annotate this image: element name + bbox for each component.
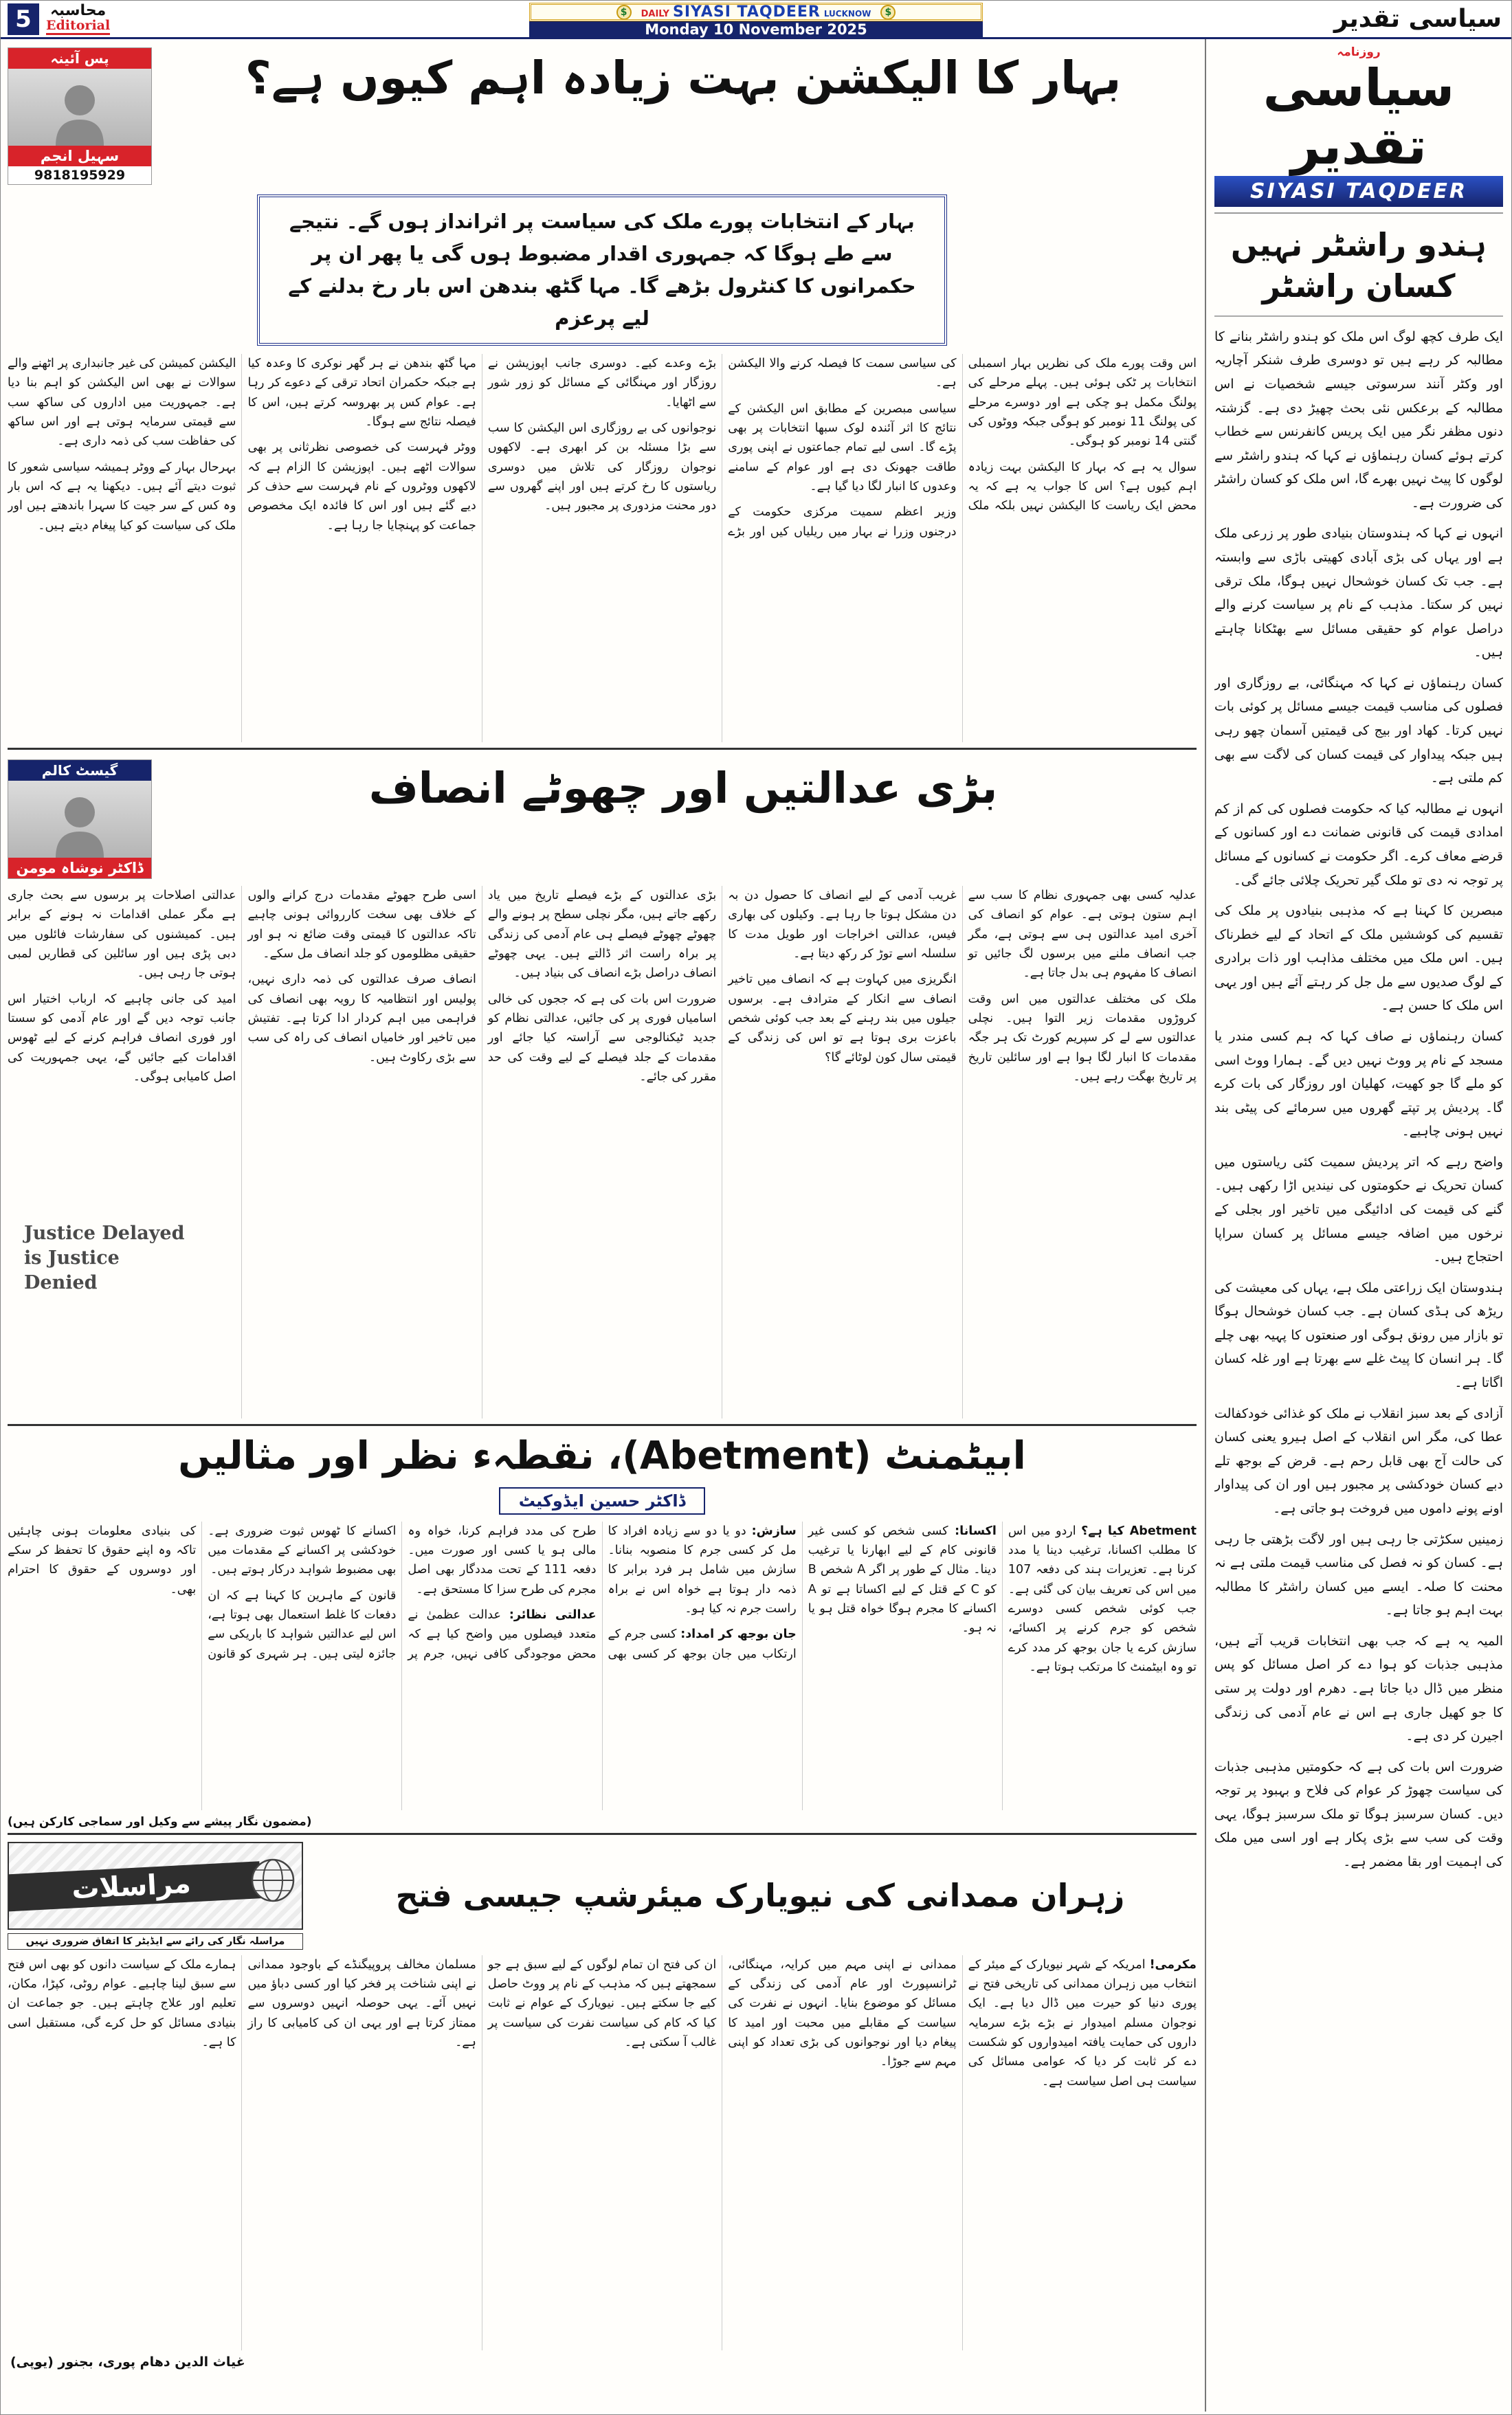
paper-logo-urdu: سیاسی تقدیر <box>1333 5 1502 33</box>
article2-paragraph: عدالتی اصلاحات پر برسوں سے بحث جاری ہے مگر عملی اقدامات نہ ہونے کے برابر ہیں۔ کمیشنوں کی سفارشات فائلوں میں دبی پڑی ہیں اور سائلین کی قطاریں لمبی ہوتی جا رہی ہیں۔ <box>8 888 236 981</box>
article3-block-text: دو یا دو سے زیادہ افراد کا مل کر کسی جرم کا منصوبہ بنانا۔ سازش میں شامل ہر فرد برابر کا ذمہ دار ہوتا ہے خواہ اس نے براہ راست جرم نہ کیا ہو۔ <box>608 1524 797 1616</box>
article1-paragraph: مہا گٹھ بندھن نے ہر گھر نوکری کا وعدہ کیا ہے جبکہ حکمران اتحاد ترقی کے دعوے کر رہا ہے۔ عوام کس پر بھروسہ کرتے ہیں، اس کا فیصلہ نتائج سے ہوگا۔ <box>247 356 476 429</box>
article3-block <box>608 1522 797 1619</box>
masthead-city-label: LUCKNOW <box>823 9 871 19</box>
aside-paragraph: کسان رہنماؤں نے کہا کہ مہنگائی، بے روزگاری اور فصلوں کی مناسب قیمت جیسے مسائل پر کوئی بات نہیں کرتا۔ کھاد اور بیج کی قیمتیں آسمان چھو رہی ہیں جبکہ پیداوار کی قیمت کسان کی لاگت سے بھی کم ملتی ہے۔ <box>1214 675 1503 786</box>
article1-author-phone: 9818195929 <box>34 168 126 183</box>
article2-paragraph: ضرورت اس بات کی ہے کہ ججوں کی خالی اسامیاں فوری پر کی جائیں، عدالتی نظام کو جدید ٹیکنالوجی سے آراستہ کیا جائے اور مقدمات کے جلد فیصلے کے لیے وقت کی حد مقرر کی جائے۔ <box>487 992 717 1084</box>
article2-paragraph: اسی طرح جھوٹے مقدمات درج کرانے والوں کے خلاف بھی سخت کارروائی ہونی چاہیے تاکہ عدالتوں کا قیمتی وقت ضائع نہ ہو اور حقیقی مظلوموں کو جلد انصاف مل سکے۔ <box>247 888 476 961</box>
aside-logo-daily-label: روزنامہ <box>1337 45 1381 59</box>
article3-block <box>808 1522 997 1638</box>
letter-salutation: مکرمی! <box>1149 1957 1197 1972</box>
article-abetment <box>8 1426 1197 1835</box>
aside-paragraph: زمینیں سکڑتی جا رہی ہیں اور لاگت بڑھتی جا رہی ہے۔ کسان کو نہ فصل کی مناسب قیمت ملتی ہے نہ محنت کا صلہ۔ ایسے میں کسان راشٹر کا مطالبہ بہت اہم ہو جاتا ہے۔ <box>1214 1531 1503 1618</box>
article2-body <box>8 886 1197 1418</box>
article3-subhead: سازش: <box>751 1524 797 1538</box>
author-silhouette-icon <box>49 77 111 146</box>
article2-paragraph: انگریزی میں کہاوت ہے کہ انصاف میں تاخیر انصاف سے انکار کے مترادف ہے۔ برسوں جیلوں میں بند رہنے کے بعد جب کوئی شخص باعزت بری ہوتا ہے تو اس کی زندگی کے قیمتی سال کون لوٹائے گا؟ <box>728 972 957 1065</box>
page-number: 5 <box>8 3 39 35</box>
article3-subhead: اکسانا: <box>955 1524 997 1538</box>
coin-icon: $ <box>880 5 896 20</box>
article3-body <box>8 1522 1197 1810</box>
article1-paragraph: وزیر اعظم سمیت مرکزی حکومت کے درجنوں وزرا نے بہار میں ریلیاں کیں اور بڑے بڑے وعدے کیے۔ دوسری جانب اپوزیشن نے روزگار اور مہنگائی کے مسائل کو زور شور سے اٹھایا۔ <box>487 356 957 539</box>
aside-article-body <box>1214 317 1503 2385</box>
article1-paragraph: سوال یہ ہے کہ بہار کا الیکشن بہت زیادہ اہم کیوں ہے؟ اس کا جواب یہ ہے کہ یہ محض ایک ریاست کا الیکشن نہیں بلکہ ملک کی سیاسی سمت کا فیصلہ کرنے والا الیکشن ہے۔ <box>728 356 1197 513</box>
article2-kicker: گیسٹ کالم <box>8 760 151 781</box>
letter-signature: غیاث الدین دھام پوری، بجنور (یوپی) <box>10 2354 245 2370</box>
article1-body <box>8 354 1197 742</box>
article3-author-box: ڈاکٹر حسین ایڈوکیٹ <box>499 1487 705 1515</box>
masthead-title <box>641 3 871 21</box>
letter-paragraph-text: امریکہ کے شہر نیویارک کے میئر کے انتخاب میں زہران ممدانی کی تاریخی فتح نے پوری دنیا کو حیرت میں ڈال دیا ہے۔ ایک نوجوان مسلم امیدوار نے بڑے بڑے سرمایہ داروں کی حمایت یافتہ امیدواروں کو شکست دے کر ثابت کر دیا کہ عوامی مسائل کی سیاست ہی اصل سیاست ہے۔ <box>968 1957 1197 2089</box>
aside-logo-urdu: سیاسی تقدیر <box>1263 58 1455 177</box>
letter-paragraph-text: ہمارے ملک کے سیاست دانوں کو بھی اس فتح سے سبق لینا چاہیے۔ عوام روٹی، کپڑا، مکان، تعلیم اور علاج چاہتے ہیں۔ جو جماعت ان بنیادی مسائل کو حل کرے گی، مستقبل اسی کا ہے۔ <box>8 1957 236 2050</box>
article2-head-row <box>8 755 1197 886</box>
main-area <box>1 39 1205 2412</box>
letters-head-row <box>8 1842 1197 1955</box>
section-name-english: Editorial <box>46 19 110 35</box>
letter-paragraph-text: ان کی فتح ان تمام لوگوں کے لیے سبق ہے جو سمجھتے ہیں کہ مذہب کے نام پر ووٹ حاصل کیے جا سکتے ہیں۔ نیویارک کے عوام نے ثابت کیا کہ کام کی سیاست نفرت کی سیاست پر غالب آ سکتی ہے۔ <box>487 1957 717 2050</box>
section-name-urdu: محاسبہ <box>49 2 107 20</box>
letters-banner-wrap <box>8 1842 303 1950</box>
letters-section <box>8 1835 1197 2370</box>
letter-paragraph-text: ممدانی نے اپنی مہم میں کرایہ، مہنگائی، ٹرانسپورٹ اور عام آدمی کی زندگی کے مسائل کو موضوع بنایا۔ انہوں نے نفرت کی سیاست کے مقابلے میں محبت اور امید کا پیغام دیا اور نوجوانوں کی بڑی تعداد کو اپنی مہم سے جوڑا۔ <box>728 1957 957 2069</box>
article3-subhead: Abetment کیا ہے؟ <box>1081 1524 1197 1538</box>
letter-paragraph <box>488 1955 716 2053</box>
author-photo <box>8 781 151 858</box>
masthead-title-strip <box>529 3 983 21</box>
aside-paragraph: انہوں نے مطالبہ کیا کہ حکومت فصلوں کی کم از کم امدادی قیمت کی قانونی ضمانت دے اور کسانوں کے قرضے معاف کرے۔ اگر حکومت نے کسانوں کے مسائل پر توجہ نہ دی تو ملک گیر تحریک چلائی جائے گی۔ <box>1214 801 1503 888</box>
masthead-date: Monday 10 November 2025 <box>529 21 983 38</box>
article2-english-pullquote: Justice Delayed is Justice Denied <box>17 1210 203 1307</box>
letter-paragraph <box>247 1955 476 2053</box>
masthead-paper-name: SIYASI TAQDEER <box>672 3 821 21</box>
aside-logo-english: SIYASI TAQDEER <box>1214 176 1503 207</box>
article1-pullquote: بہار کے انتخابات پورے ملک کی سیاست پر اثرانداز ہوں گے۔ نتیجے سے طے ہوگا کہ جمہوری اقدار مضبوط ہوں گی یا پھر ان پر حکمرانوں کا کنٹرول بڑھے گا۔ مہا گٹھ بندھن اس بار رخ بدلنے کے لیے پرعزم <box>257 194 946 346</box>
article-courts-justice <box>8 750 1197 1426</box>
letters-disclaimer: مراسلہ نگار کی رائے سے ایڈیٹر کا اتفاق ضروری نہیں <box>8 1933 303 1950</box>
article1-paragraph: بہرحال بہار کے ووٹر ہمیشہ سیاسی شعور کا ثبوت دیتے آئے ہیں۔ دیکھنا یہ ہے کہ اس بار وہ کس کے سر جیت کا سہرا باندھتے ہیں اور ملک کی سیاست کو کیا پیغام دیتے ہیں۔ <box>8 460 236 533</box>
article2-paragraph: انصاف صرف عدالتوں کی ذمہ داری نہیں، پولیس اور انتظامیہ کا رویہ بھی انصاف کی فراہمی میں اہم کردار ادا کرتا ہے۔ تفتیش میں تاخیر اور خامیاں انصاف کی راہ کی سب سے بڑی رکاوٹ ہیں۔ <box>247 972 476 1065</box>
article3-block <box>1008 1522 1197 1678</box>
letter-paragraph <box>8 1955 236 2053</box>
article1-paragraph: الیکشن کمیشن کی غیر جانبداری پر اٹھنے والے سوالات نے بھی اس الیکشن کو اہم بنا دیا ہے۔ جمہوریت میں اداروں کی ساکھ سب سے قیمتی سرمایہ ہوتی ہے اور اس ساکھ کی حفاظت سب کی ذمہ داری ہے۔ <box>8 356 236 449</box>
article3-block-text: کسی شخص کو کسی غیر قانونی کام کے لیے ابھارنا یا ترغیب دینا۔ مثال کے طور پر اگر A شخص B کو C کے قتل کے لیے اکساتا ہے تو A اکسانے کا مجرم ہوگا خواہ قتل ہو یا نہ ہو۔ <box>808 1524 997 1636</box>
masthead <box>529 3 983 38</box>
author-silhouette-icon <box>49 789 111 858</box>
aside-logo-block <box>1214 45 1503 214</box>
aside-paragraph: مبصرین کا کہنا ہے کہ مذہبی بنیادوں پر ملک کی تقسیم کی کوششیں ملک کے اتحاد کے لیے خطرناک ہیں۔ اس ملک میں مختلف مذاہب اور ذات برادری کے لوگ صدیوں سے مل جل کر رہتے آئے ہیں اور یہی اس ملک کا حسن ہے۔ <box>1214 903 1503 1014</box>
letters-title: مراسلات <box>8 1861 261 1912</box>
article3-subhead: جان بوجھ کر امداد: <box>680 1627 797 1642</box>
article2-headline: بڑی عدالتیں اور چھوٹے انصاف <box>368 762 998 813</box>
article2-paragraph: ملک کی مختلف عدالتوں میں اس وقت کروڑوں مقدمات زیر التوا ہیں۔ نچلی عدالتوں سے لے کر سپریم کورٹ تک ہر جگہ مقدمات کا انبار لگا ہوا ہے اور سائلین تاریخ پر تاریخ بھگت رہے ہیں۔ <box>968 992 1197 1084</box>
letter-headline: زہران ممدانی کی نیویارک میئرشپ جیسی فتح <box>395 1877 1125 1915</box>
article1-author-card <box>8 47 152 185</box>
letters-banner <box>8 1842 303 1930</box>
article1-author-name: سہیل انجم <box>8 146 151 166</box>
right-column <box>1205 39 1511 2412</box>
article3-block-text: کسی جرم کے ارتکاب میں جان بوجھ کر کسی بھی طرح کی مدد فراہم کرنا، خواہ وہ مالی ہو یا کسی اور صورت میں۔ دفعہ 111 کے تحت مددگار بھی اصل مجرم کی طرح سزا کا مستحق ہے۔ <box>408 1524 797 1661</box>
article3-subhead: عدالتی نظائر: <box>509 1608 597 1623</box>
aside-paragraph: انہوں نے کہا کہ ہندوستان بنیادی طور پر زرعی ملک ہے اور یہاں کی بڑی آبادی کھیتی باڑی سے وابستہ ہے۔ جب تک کسان خوشحال نہیں ہوگا، ملک ترقی نہیں کر سکتا۔ مذہب کے نام پر سیاست کرنے والے دراصل عوام کو حقیقی مسائل سے بھٹکانا چاہتے ہیں۔ <box>1214 526 1503 660</box>
aside-paragraph: ہندوستان ایک زراعتی ملک ہے، یہاں کی معیشت کی ریڑھ کی ہڈی کسان ہے۔ جب کسان خوشحال ہوگا تو بازار میں رونق ہوگی اور صنعتوں کا پہیہ بھی چلے گا۔ ہر انسان کا پیٹ غلے سے بھرتا ہے اور غلہ کسان اگاتا ہے۔ <box>1214 1280 1503 1391</box>
article1-headline: بہار کا الیکشن بہت زیادہ اہم کیوں ہے؟ <box>245 52 1122 104</box>
article2-author-card <box>8 759 152 879</box>
article2-paragraph: عدلیہ کسی بھی جمہوری نظام کا سب سے اہم ستون ہوتی ہے۔ عوام کو انصاف کی آخری امید عدالتوں ہی سے ہوتی ہے، مگر جب انصاف ملنے میں برسوں لگ جائیں تو انصاف کا مفہوم ہی بدل جاتا ہے۔ <box>968 888 1197 981</box>
author-photo <box>8 69 151 146</box>
section-label <box>46 3 110 34</box>
article1-kicker: پس آئینہ <box>8 48 151 69</box>
page-content <box>1 39 1511 2412</box>
article2-author-name: ڈاکٹر نوشاہ مومن <box>8 858 151 878</box>
article1-paragraph: ووٹر فہرست کی خصوصی نظرثانی پر بھی سوالات اٹھے ہیں۔ اپوزیشن کا الزام ہے کہ لاکھوں ووٹروں کے نام فہرست سے حذف کر دیے گئے ہیں اور اس کا فائدہ ایک مخصوص جماعت کو پہنچایا جا رہا ہے۔ <box>247 441 476 533</box>
coin-icon: $ <box>616 5 632 20</box>
article2-paragraph: غریب آدمی کے لیے انصاف کا حصول دن بہ دن مشکل ہوتا جا رہا ہے۔ وکیلوں کی بھاری فیس، عدالتی اخراجات اور طویل مدت کا سلسلہ اسے توڑ کر رکھ دیتا ہے۔ <box>728 888 957 961</box>
aside-paragraph: ضرورت اس بات کی ہے کہ حکومتیں مذہبی جذبات کی سیاست چھوڑ کر عوام کی فلاح و بہبود پر توجہ دیں۔ کسان سرسبز ہوگا تو ملک سرسبز ہوگا، یہی وقت کی سب سے بڑی پکار ہے اور اسی میں ملک کی اہمیت اور بقا مضمر ہے۔ <box>1214 1759 1503 1870</box>
article1-head-row <box>8 43 1197 192</box>
article1-paragraph: اس وقت پورے ملک کی نظریں بہار اسمبلی انتخابات پر ٹکی ہوئی ہیں۔ پہلے مرحلے کی پولنگ مکمل ہو چکی ہے اور دوسرے مرحلے کی پولنگ 11 نومبر کو ہوگی جبکہ ووٹوں کی گنتی 14 نومبر کو ہوگی۔ <box>968 356 1197 449</box>
article3-author-note: (مضمون نگار پیشے سے وکیل اور سماجی کارکن ہیں) <box>8 1814 312 1829</box>
page-header <box>1 1 1511 39</box>
globe-icon <box>248 1856 298 1905</box>
letter-paragraph <box>728 1955 956 2072</box>
letter-paragraph-text: مسلمان مخالف پروپیگنڈے کے باوجود ممدانی نے اپنی شناخت پر فخر کیا اور کسی دباؤ میں نہیں آئے۔ یہی حوصلہ انہیں دوسروں سے ممتاز کرتا ہے اور یہی ان کی کامیابی کا راز ہے۔ <box>247 1957 476 2050</box>
aside-paragraph: المیہ یہ ہے کہ جب بھی انتخابات قریب آتے ہیں، مذہبی جذبات کو ہوا دے کر اصل مسائل کو پس منظر میں ڈال دیا جاتا ہے۔ دھرم اور دولت پر ستی کا جو کھیل جاری ہے اس نے عام آدمی کی زندگی اجیرن کر دی ہے۔ <box>1214 1633 1503 1744</box>
article3-block-text: عدالت عظمیٰ نے متعدد فیصلوں میں واضح کیا ہے کہ محض موجودگی کافی نہیں، جرم پر اکسانے کا ٹھوس ثبوت ضروری ہے۔ خودکشی پر اکسانے کے مقدمات میں بھی مضبوط شواہد درکار ہوتے ہیں۔ <box>208 1524 597 1661</box>
aside-paragraph: ایک طرف کچھ لوگ اس ملک کو ہندو راشٹر بنانے کا مطالبہ کر رہے ہیں تو دوسری طرف شنکر آچاریہ اور وکٹر آنند سرسوتی جیسے شخصیات نے اس مطالبہ کے برعکس نئی بحث چھیڑ دی ہے۔ گزشتہ دنوں مظفر نگر میں ایک پریس کانفرنس سے خطاب کرتے ہوئے کسان رہنماؤں نے کہا کہ ہندو راشٹر سے لوگوں کا پیٹ نہیں بھرے گا، اس ملک کو کسان راشٹر کی ضرورت ہے۔ <box>1214 329 1503 511</box>
aside-paragraph: آزادی کے بعد سبز انقلاب نے ملک کو غذائی خودکفالت عطا کی، مگر اس انقلاب کے اصل ہیرو یعنی کسان کی حالت آج بھی قابل رحم ہے۔ قرض کے بوجھ تلے دبے کسان خودکشی پر مجبور ہیں اور ان کی پیداوار اونے پونے داموں میں فروخت ہو جاتی ہے۔ <box>1214 1405 1503 1516</box>
letter-body <box>8 1955 1197 2350</box>
aside-headline: ہندو راشٹر نہیں کسان راشٹر <box>1214 214 1503 317</box>
aside-paragraph: واضح رہے کہ اتر پردیش سمیت کئی ریاستوں میں کسان تحریک نے حکومتوں کی نیندیں اڑا رکھی ہیں۔ گنے کی قیمت کی ادائیگی میں تاخیر اور بجلی کے نرخوں میں اضافہ جیسے مسائل پر کسان سراپا احتجاج ہیں۔ <box>1214 1154 1503 1265</box>
article1-paragraph: سیاسی مبصرین کے مطابق اس الیکشن کے نتائج کا اثر آئندہ لوک سبھا انتخابات پر بھی پڑے گا۔ اسی لیے تمام جماعتوں نے اپنی پوری طاقت جھونک دی ہے اور عوام کے سامنے وعدوں کا انبار لگا دیا گیا ہے۔ <box>728 401 957 493</box>
article-bihar-election <box>8 43 1197 750</box>
masthead-daily-label: DAILY <box>641 9 669 19</box>
article3-headline: ابیٹمنٹ (Abetment)، نقطہء نظر اور مثالیں <box>178 1433 1026 1478</box>
article2-paragraph: امید کی جانی چاہیے کہ ارباب اختیار اس جانب توجہ دیں گے اور عام آدمی کو سستا اور فوری انصاف فراہم کرنے کے لیے ٹھوس اقدامات کیے جائیں گے، یہی جمہوریت کی اصل کامیابی ہوگی۔ <box>8 992 236 1084</box>
letter-paragraph <box>968 1955 1197 2091</box>
article2-paragraph: بڑی عدالتوں کے بڑے فیصلے تاریخ میں یاد رکھے جاتے ہیں، مگر نچلی سطح پر ہونے والے چھوٹے چھوٹے فیصلے ہی عام آدمی کی زندگی پر براہ راست اثر ڈالتے ہیں۔ یہی چھوٹے انصاف دراصل بڑے انصاف کی بنیاد ہیں۔ <box>487 888 717 981</box>
article3-block-text: اردو میں اس کا مطلب اکسانا، ترغیب دینا یا مدد کرنا ہے۔ تعزیرات ہند کی دفعہ 107 میں اس کی تعریف بیان کی گئی ہے۔ جب کوئی شخص کسی دوسرے شخص کو جرم کرنے پر اکسائے، سازش کرے یا جان بوجھ کر مدد کرے تو وہ ابیٹمنٹ کا مرتکب ہوتا ہے۔ <box>1008 1524 1197 1675</box>
article3-block-text: قانون کے ماہرین کا کہنا ہے کہ ان دفعات کا غلط استعمال بھی ہوتا ہے، اس لیے عدالتیں شواہد کا باریکی سے جائزہ لیتی ہیں۔ ہر شہری کو قانون کی بنیادی معلومات ہونی چاہئیں تاکہ وہ اپنے حقوق کا تحفظ کر سکے اور دوسروں کے حقوق کا احترام بھی۔ <box>8 1524 397 1661</box>
aside-paragraph: کسان رہنماؤں نے صاف کہا کہ ہم کسی مندر یا مسجد کے نام پر ووٹ نہیں دیں گے۔ ہمارا ووٹ اسی کو ملے گا جو کھیت، کھلیان اور روزگار کی بات کرے گا۔ پردیش پر تپتے گھروں میں سرمائے کی پیٹی بند نہیں ہونی چاہیے۔ <box>1214 1028 1503 1139</box>
article1-paragraph: نوجوانوں کی بے روزگاری اس الیکشن کا سب سے بڑا مسئلہ بن کر ابھری ہے۔ لاکھوں نوجوان روزگار کی تلاش میں دوسری ریاستوں کا رخ کرتے ہیں اور اپنے گھروں سے دور محنت مزدوری پر مجبور ہیں۔ <box>487 421 717 513</box>
